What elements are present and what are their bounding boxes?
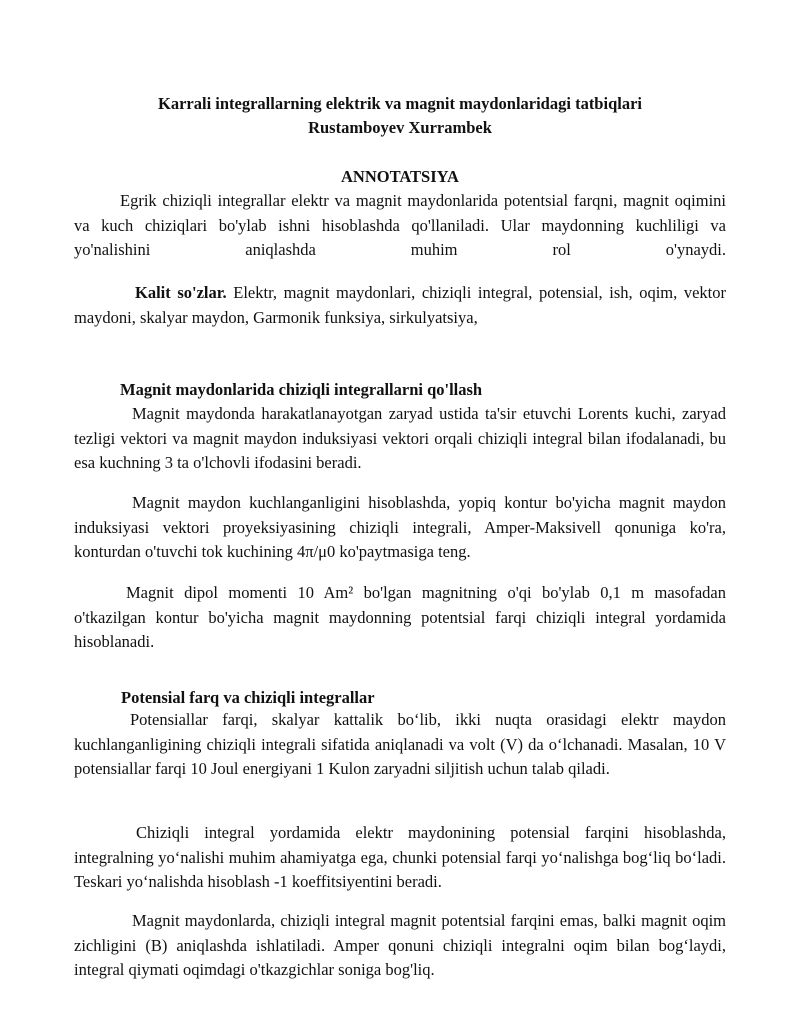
section-paragraph: Magnit maydon kuchlanganligini hisoblashda, yopiq kontur bo'yicha magnit maydon induksiyasi vektori proyeksiyasining chiziqli integrali, Amper-Maksivell qonuniga ko'ra, konturdan o'tuvchi tok kuchining 4π/μ0 ko'paytmasiga teng. bbox=[74, 493, 726, 561]
keywords-text: Elektr, magnit maydonlari, chiziqli integral, potensial, ish, oqim, vektor maydoni, skalyar maydon, Garmonik funksiya, sirkulyatsiya, bbox=[74, 283, 726, 327]
document-title: Karrali integrallarning elektrik va magnit maydonlaridagi tatbiqlari bbox=[158, 94, 642, 113]
keywords-label: Kalit so'zlar. bbox=[135, 283, 227, 302]
section-paragraph: Magnit dipol momenti 10 Am² bo'lgan magnitning o'qi bo'ylab 0,1 m masofadan o'tkazilgan kontur bo'yicha magnit maydonning potentsial farqi chiziqli integral yordamida hisoblanadi. bbox=[74, 583, 726, 651]
abstract-paragraph: Egrik chiziqli integrallar elektr va magnit maydonlarida potentsial farqni, magnit oqimini va kuch chiziqlari bo'ylab ishni hisoblashda qo'llaniladi. Ular maydonning kuchliligi va yo'nalishini aniqlashda muhim rol o'ynaydi. bbox=[74, 191, 726, 259]
section-paragraph: Magnit maydonda harakatlanayotgan zaryad ustida ta'sir etuvchi Lorents kuchi, zaryad tezligi vektori va magnit maydon induksiyasi vektori orqali chiziqli integral bilan ifodalanadi, bu esa kuchning 3 ta o'lchovli ifodasini beradi. bbox=[74, 404, 726, 472]
section-paragraph: Magnit maydonlarda, chiziqli integral magnit potentsial farqini emas, balki magnit oqim zichligini (B) aniqlashda ishlatiladi. Amper qonuni chiziqli integralni oqim bilan bog‘laydi, integral qiymati oqimdagi o'tkazgichlar soniga bog'liq. bbox=[74, 911, 726, 979]
section-heading-magnetic: Magnit maydonlarida chiziqli integrallarni qo'llash bbox=[120, 380, 483, 399]
section-heading-potential: Potensial farq va chiziqli integrallar bbox=[121, 688, 375, 707]
section-paragraph: Chiziqli integral yordamida elektr maydonining potensial farqini hisoblashda, integralning yo‘nalishi muhim ahamiyatga ega, chunki potensial farqi yo‘nalishga bog‘liq bo‘ladi. Teskari yo‘nalishda hisoblash -1 koeffitsiyentini beradi. bbox=[74, 823, 726, 891]
section-paragraph: Potensiallar farqi, skalyar kattalik bo‘lib, ikki nuqta orasidagi elektr maydon kuchlanganligining chiziqli integrali sifatida aniqlanadi va volt (V) da o‘lchanadi. Masalan, 10 V potensiallar farqi 10 Joul energiyani 1 Kulon zaryadni siljitish uchun talab qiladi. bbox=[74, 710, 726, 778]
abstract-heading: ANNOTATSIYA bbox=[341, 167, 459, 186]
author-name: Rustamboyev Xurrambek bbox=[308, 118, 492, 137]
keywords-paragraph bbox=[74, 281, 726, 330]
